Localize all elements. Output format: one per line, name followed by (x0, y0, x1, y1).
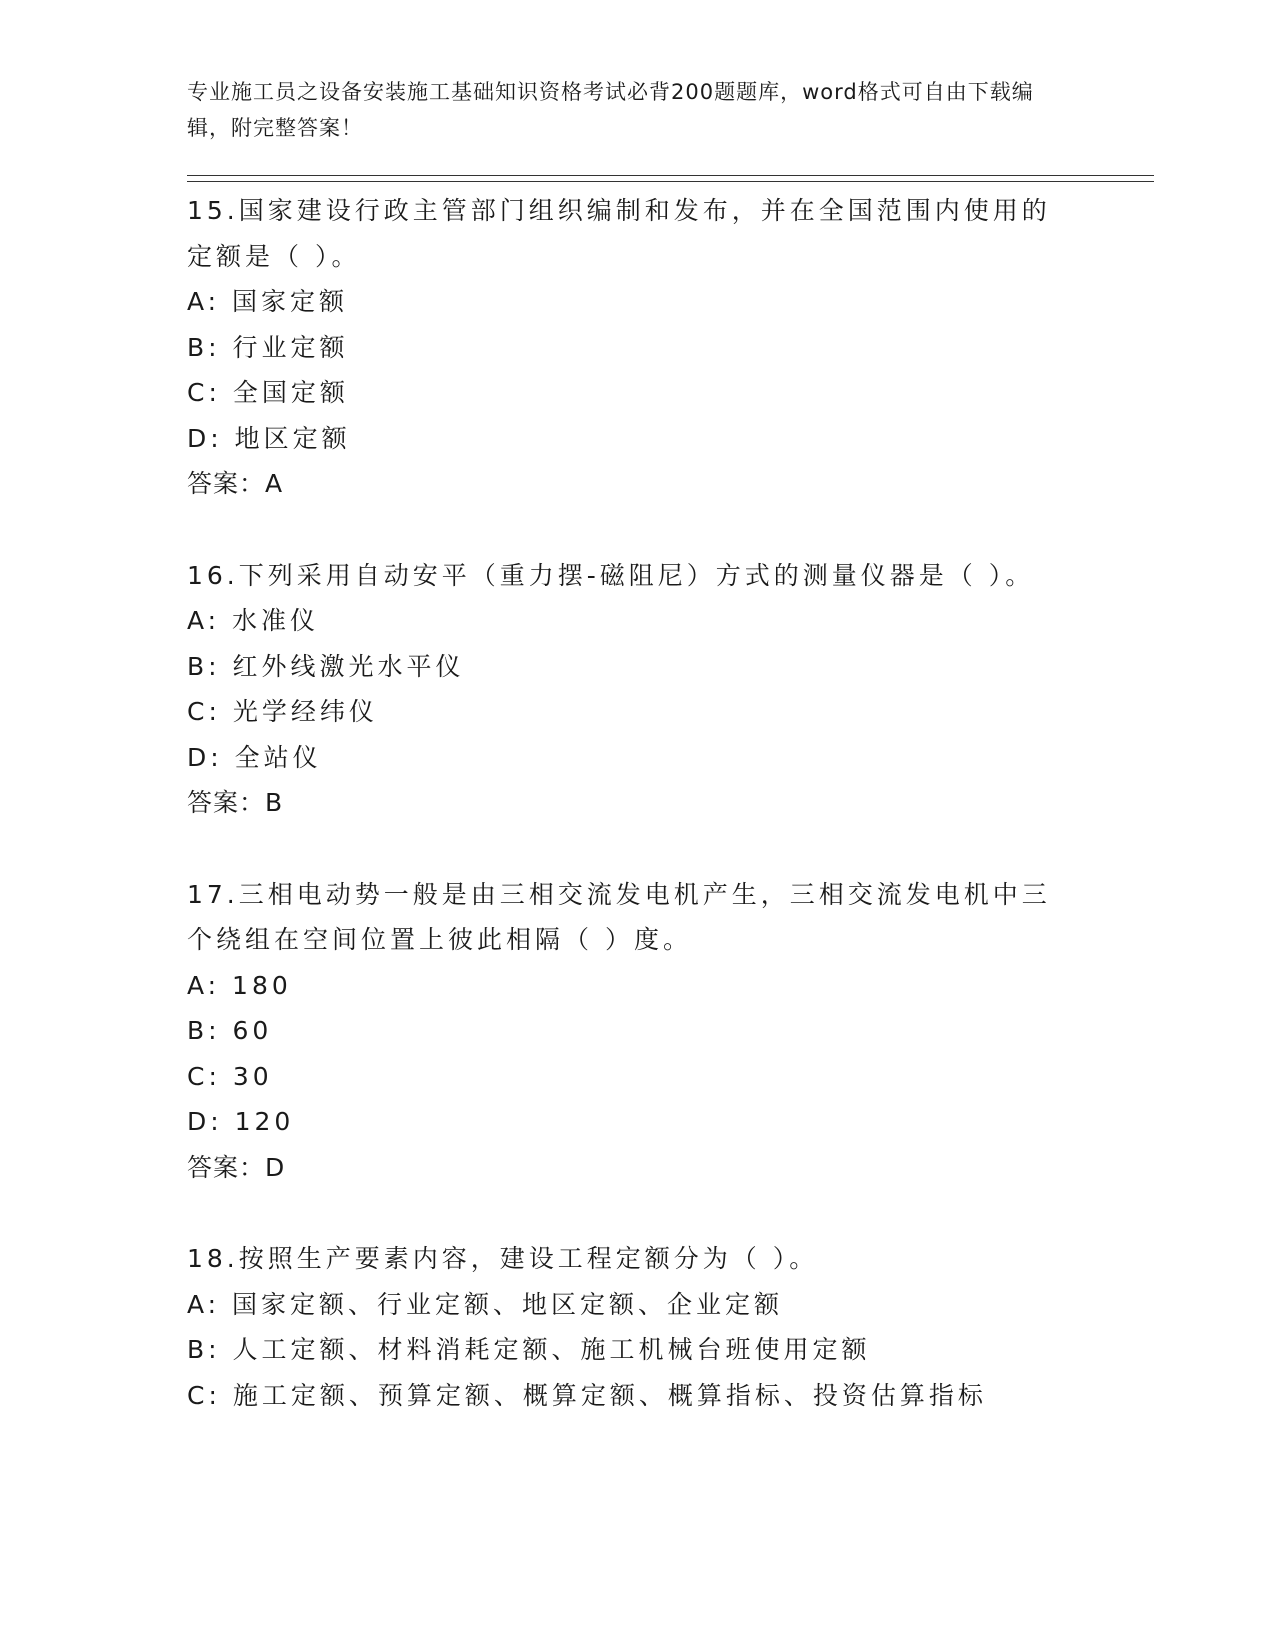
document-header: 专业施工员之设备安装施工基础知识资格考试必背200题题库，word格式可自由下载编辑，附完整答案！ (187, 80, 1034, 140)
option-c: C: 光学经纬仪 (187, 697, 378, 726)
question-17 (187, 872, 1087, 1191)
header-divider-bottom (187, 181, 1154, 182)
option-a: A: 国家定额、行业定额、地区定额、企业定额 (187, 1289, 784, 1319)
question-18 (187, 1236, 1087, 1418)
option-a: A: 国家定额 (187, 287, 349, 316)
option-b: B: 红外线激光水平仪 (187, 651, 465, 681)
question-stem: 16.下列采用自动安平（重力摆-磁阻尼）方式的测量仪器是（ ）。 (187, 560, 1035, 590)
option-a: A: 180 (187, 970, 292, 1000)
option-b: B: 60 (187, 1016, 273, 1045)
option-b: B: 人工定额、材料消耗定额、施工机械台班使用定额 (187, 1335, 871, 1364)
question-list (187, 188, 1087, 1464)
question-16 (187, 553, 1087, 826)
question-stem: 18.按照生产要素内容，建设工程定额分为（ ）。 (187, 1244, 819, 1273)
option-c: C: 30 (187, 1061, 273, 1091)
option-a: A: 水准仪 (187, 606, 320, 635)
answer-line: 答案：D (187, 1152, 286, 1182)
question-stem: 15.国家建设行政主管部门组织编制和发布，并在全国范围内使用的定额是（ ）。 (187, 196, 1051, 271)
option-d: D: 地区定额 (187, 423, 351, 453)
question-15 (187, 188, 1087, 507)
option-d: D: 120 (187, 1107, 295, 1136)
question-stem: 17.三相电动势一般是由三相交流发电机产生，三相交流发电机中三个绕组在空间位置上彼此相隔（ ）度。 (187, 879, 1051, 954)
answer-line: 答案：A (187, 469, 284, 498)
option-c: C: 施工定额、预算定额、概算定额、概算指标、投资估算指标 (187, 1380, 987, 1410)
header-divider-top (187, 175, 1154, 176)
answer-line: 答案：B (187, 788, 284, 817)
option-c: C: 全国定额 (187, 378, 349, 407)
option-d: D: 全站仪 (187, 742, 322, 772)
option-b: B: 行业定额 (187, 332, 349, 362)
